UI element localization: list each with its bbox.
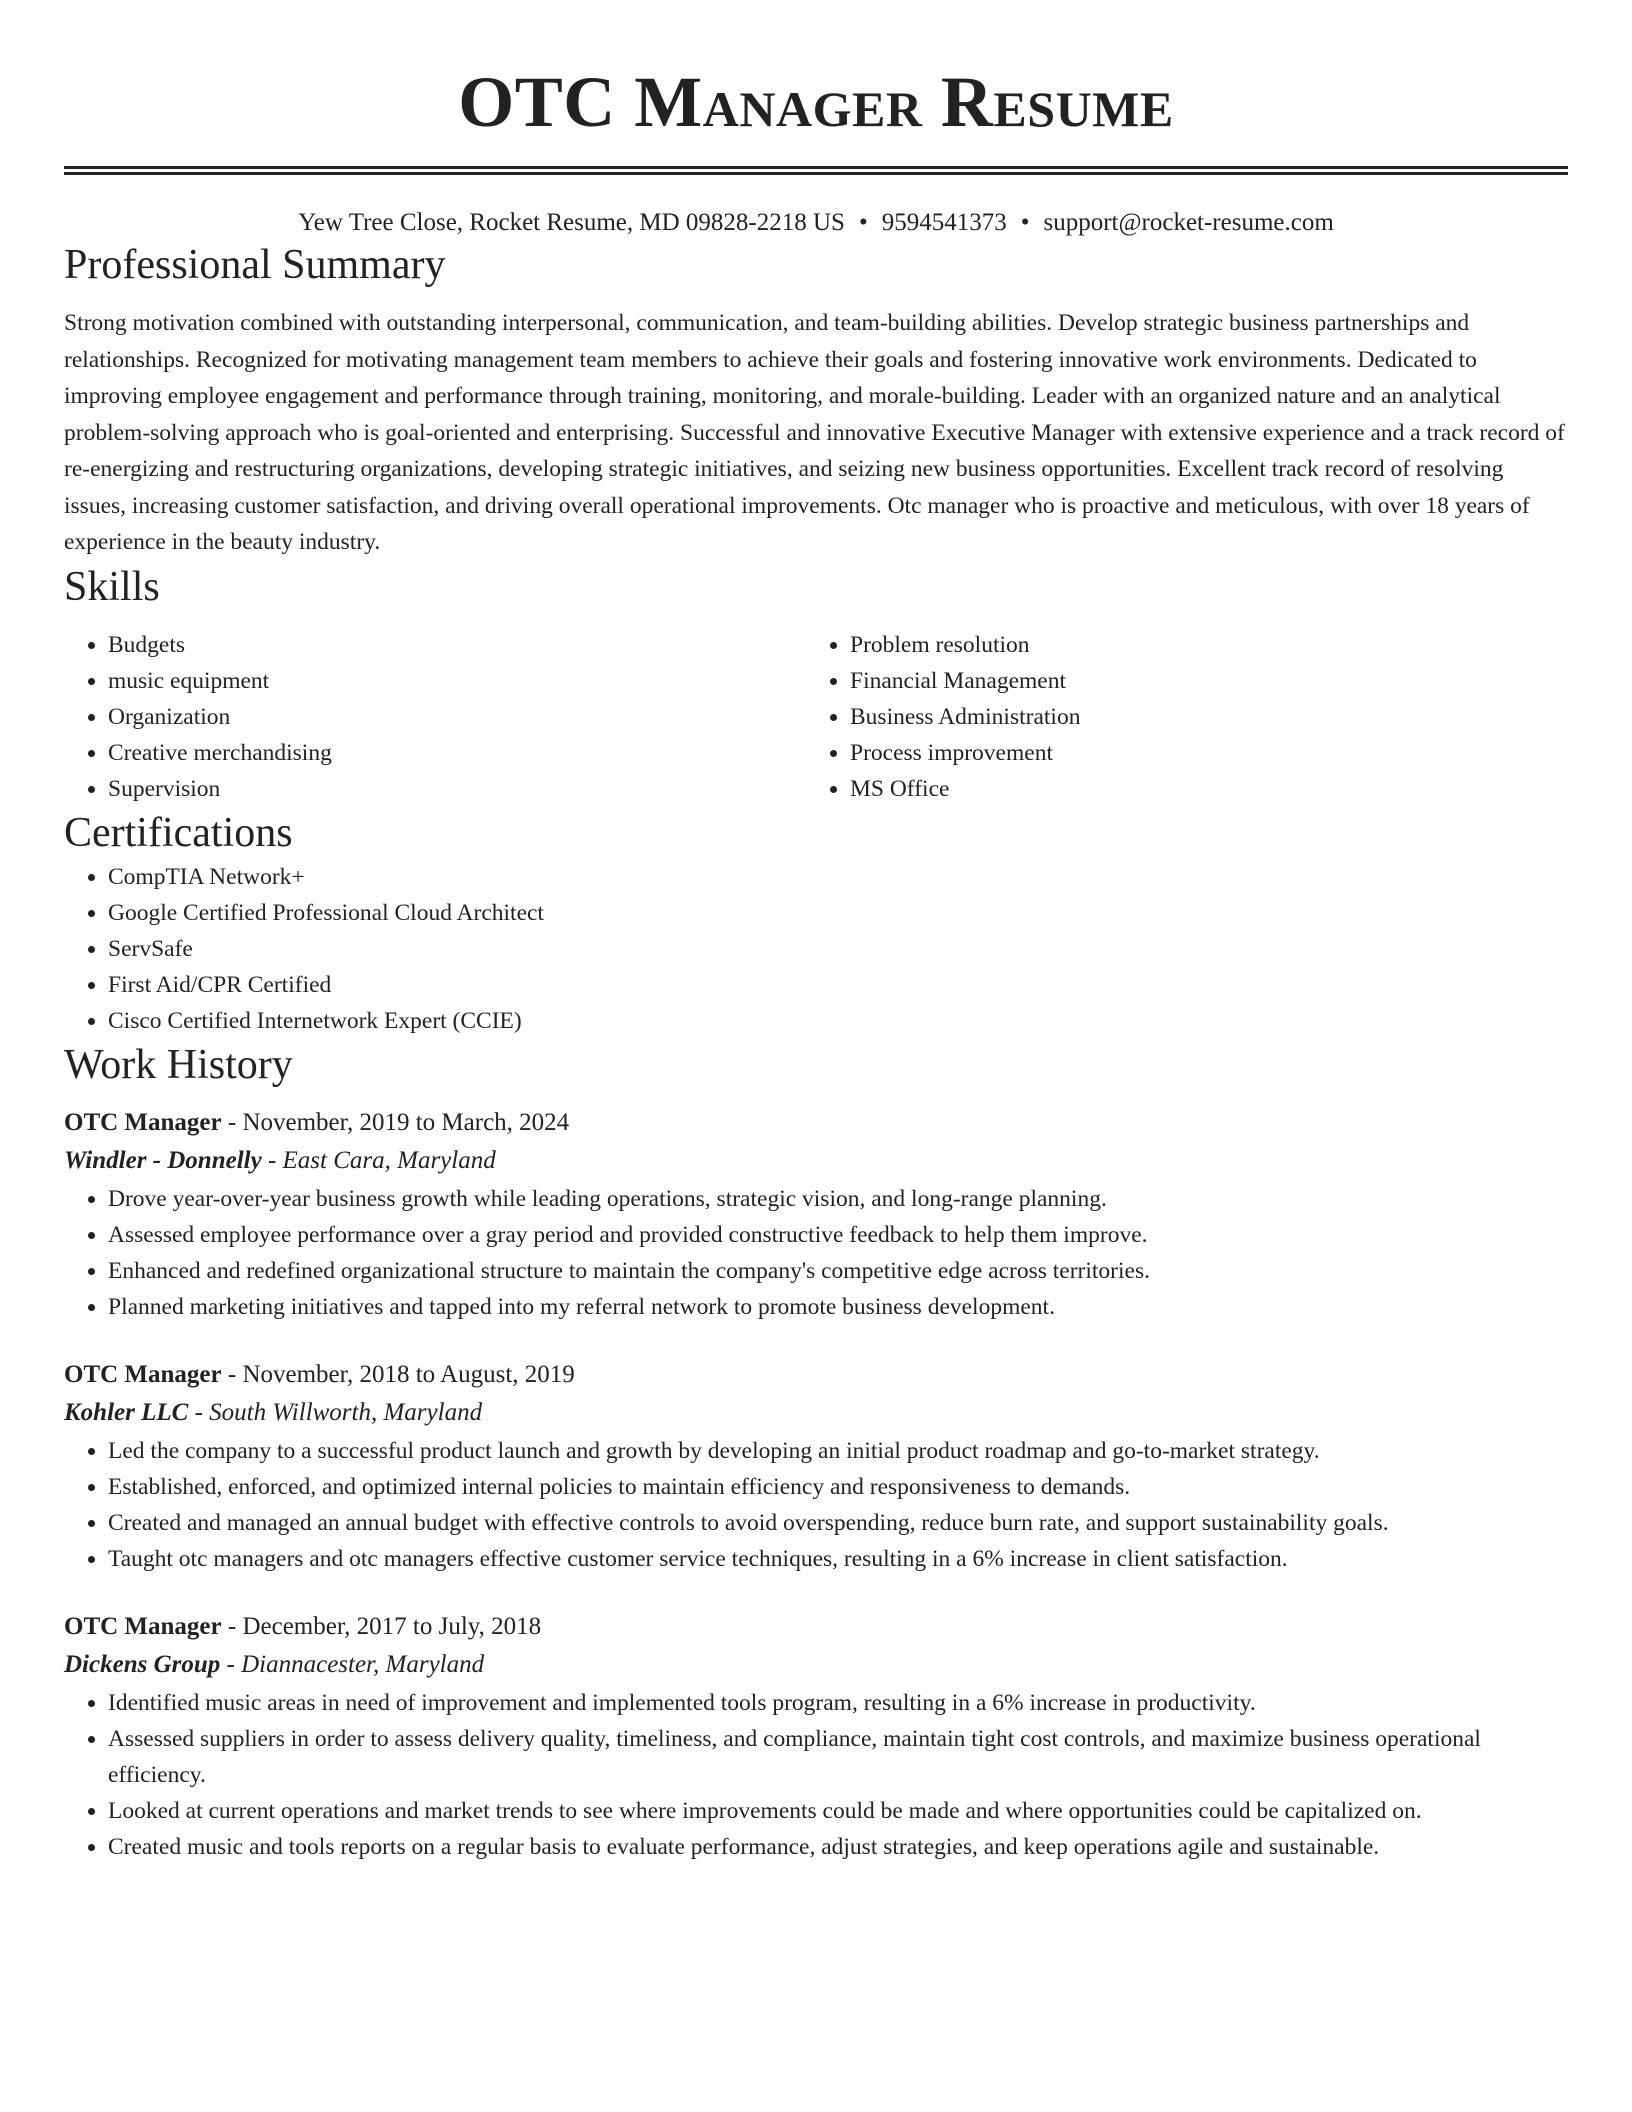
- skill-item: • Budgets: [108, 627, 806, 663]
- job-title: OTC Manager: [64, 1360, 222, 1388]
- skill-item: • Creative merchandising: [108, 735, 806, 771]
- job-bullet: • Led the company to a successful product launch and growth by developing an initial product roadmap and go-to-market strategy.: [108, 1433, 1568, 1469]
- certifications-list: [64, 859, 1568, 1039]
- skills-section: [64, 561, 1568, 807]
- skills-column-right: [806, 627, 1548, 807]
- skill-item: • Financial Management: [850, 663, 1548, 699]
- job-bullet: • Assessed employee performance over a gray period and provided constructive feedback to help them improve.: [108, 1217, 1568, 1253]
- job-location: East Cara, Maryland: [282, 1146, 496, 1174]
- skills-column-left: [64, 627, 806, 807]
- summary-text: Strong motivation combined with outstanding interpersonal, communication, and team-building abilities. Develop strategic business partnerships and relationships. Recognized for motivating management team members to achieve their goals and fostering innovative work environments. Dedicated to improving employee engagement and performance through training, monitoring, and morale-building. Leader with an organized nature and an analytical problem-solving approach who is goal-oriented and enterprising. Successful and innovative Executive Manager with extensive experience and a track record of re-energizing and restructuring organizations, developing strategic initiatives, and seizing new business opportunities. Excellent track record of resolving issues, increasing customer satisfaction, and driving overall operational improvements. Otc manager who is proactive and meticulous, with over 18 years of experience in the beauty industry.: [64, 310, 1565, 555]
- contact-email: support@rocket-resume.com: [1043, 209, 1334, 236]
- skill-item: • music equipment: [108, 663, 806, 699]
- contact-address: Yew Tree Close, Rocket Resume, MD 09828-2218 US: [298, 209, 845, 236]
- skill-item: • Business Administration: [850, 699, 1548, 735]
- job-dates: November, 2018 to August, 2019: [242, 1360, 575, 1388]
- job-title: OTC Manager: [64, 1612, 222, 1640]
- job-bullet: • Looked at current operations and market trends to see where improvements could be made and where opportunities could be capitalized on.: [108, 1793, 1568, 1829]
- job-entry: [64, 1609, 1568, 1865]
- job-bullets: [64, 1685, 1568, 1865]
- job-entry: [64, 1357, 1568, 1577]
- job-company-line: Kohler LLC - South Willworth, Maryland: [64, 1398, 483, 1426]
- job-bullet: • Planned marketing initiatives and tapped into my referral network to promote business development.: [108, 1289, 1568, 1325]
- job-location: South Willworth, Maryland: [209, 1398, 483, 1426]
- skill-item: • Process improvement: [850, 735, 1548, 771]
- certification-item: • Google Certified Professional Cloud Architect: [108, 895, 1568, 931]
- job-entry: [64, 1105, 1568, 1325]
- job-bullet: • Enhanced and redefined organizational structure to maintain the company's competitive edge across territories.: [108, 1253, 1568, 1289]
- work-history-heading: Work History: [64, 1041, 293, 1088]
- job-bullet: • Identified music areas in need of improvement and implemented tools program, resulting in a 6% increase in productivity.: [108, 1685, 1568, 1721]
- job-title: OTC Manager: [64, 1108, 222, 1136]
- certification-item: • First Aid/CPR Certified: [108, 967, 1568, 1003]
- resume-title: OTC Manager Resume: [458, 62, 1174, 142]
- job-company: Kohler LLC: [64, 1398, 189, 1426]
- summary-section: [64, 239, 1568, 561]
- job-bullets: [64, 1433, 1568, 1577]
- job-header: OTC Manager - November, 2018 to August, 2019: [64, 1360, 575, 1388]
- job-dates: November, 2019 to March, 2024: [242, 1108, 570, 1136]
- job-header: OTC Manager - December, 2017 to July, 2018: [64, 1612, 542, 1640]
- job-header: OTC Manager - November, 2019 to March, 2024: [64, 1108, 570, 1136]
- job-bullets: [64, 1181, 1568, 1325]
- work-history-section: [64, 1039, 1568, 1865]
- job-bullet: • Drove year-over-year business growth while leading operations, strategic vision, and long-range planning.: [108, 1181, 1568, 1217]
- summary-heading: Professional Summary: [64, 242, 446, 288]
- job-bullet: • Assessed suppliers in order to assess delivery quality, timeliness, and compliance, maintain tight cost controls, and maximize business operational efficiency.: [108, 1721, 1568, 1793]
- job-company: Dickens Group: [64, 1650, 221, 1678]
- skill-item: • Problem resolution: [850, 627, 1548, 663]
- certification-item: • ServSafe: [108, 931, 1568, 967]
- skill-item: • MS Office: [850, 771, 1548, 807]
- job-company-line: Windler - Donnelly - East Cara, Maryland: [64, 1146, 496, 1174]
- skills-grid: [64, 627, 1568, 807]
- job-location: Diannacester, Maryland: [241, 1650, 485, 1678]
- contact-line: [64, 207, 1568, 239]
- certifications-section: [64, 807, 1568, 1039]
- certifications-heading: Certifications: [64, 809, 293, 856]
- skill-item: • Supervision: [108, 771, 806, 807]
- skills-heading: Skills: [64, 563, 160, 610]
- certification-item: • CompTIA Network+: [108, 859, 1568, 895]
- job-dates: December, 2017 to July, 2018: [242, 1612, 542, 1640]
- job-company: Windler - Donnelly: [64, 1146, 262, 1174]
- job-bullet: • Taught otc managers and otc managers effective customer service techniques, resulting in a 6% increase in client satisfaction.: [108, 1541, 1568, 1577]
- job-bullet: • Created music and tools reports on a regular basis to evaluate performance, adjust strategies, and keep operations agile and sustainable.: [108, 1829, 1568, 1865]
- title-divider: [64, 166, 1568, 175]
- contact-separator: •: [858, 209, 868, 236]
- contact-phone: 9594541373: [881, 209, 1007, 236]
- certification-item: • Cisco Certified Internetwork Expert (CCIE): [108, 1003, 1568, 1039]
- job-bullet: • Created and managed an annual budget with effective controls to avoid overspending, reduce burn rate, and support sustainability goals.: [108, 1505, 1568, 1541]
- contact-separator: •: [1020, 209, 1030, 236]
- job-bullet: • Established, enforced, and optimized internal policies to maintain efficiency and responsiveness to demands.: [108, 1469, 1568, 1505]
- skill-item: • Organization: [108, 699, 806, 735]
- job-company-line: Dickens Group - Diannacester, Maryland: [64, 1650, 485, 1678]
